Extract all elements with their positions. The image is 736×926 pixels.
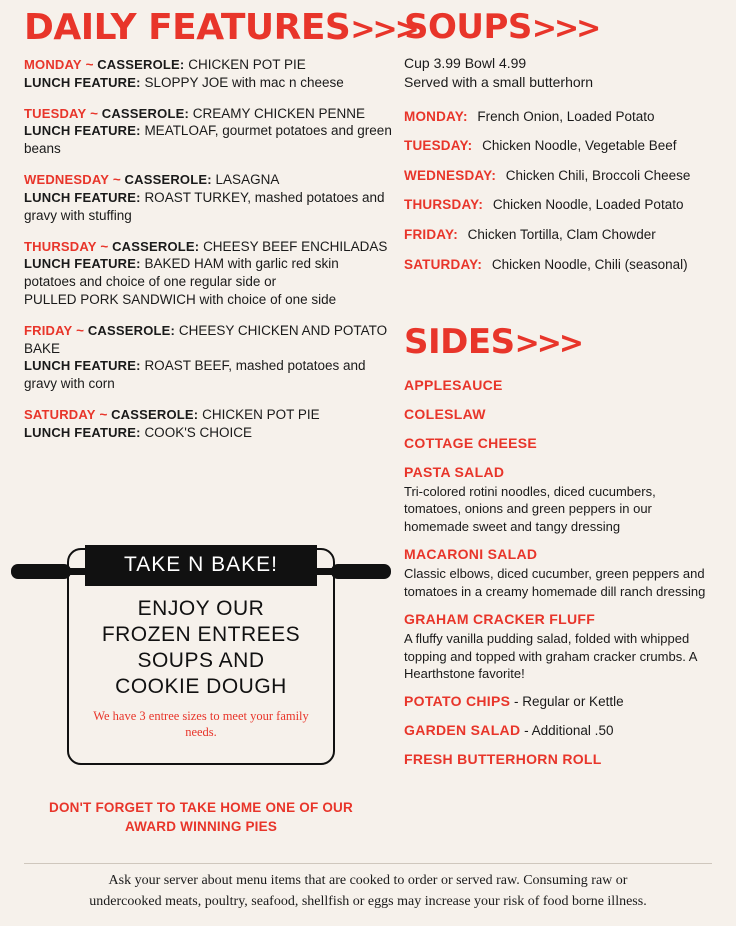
soups-arrows: >>>	[531, 11, 599, 46]
promo-line: SOUPS AND	[137, 649, 265, 673]
line-text: BAKED HAM with garlic red skin potatoes and choice of one regular side or	[24, 256, 339, 290]
tilde-separator: ~	[112, 172, 121, 188]
side-name: GARDEN SALAD	[404, 722, 521, 739]
line-text: CREAMY CHICKEN PENNE	[192, 105, 366, 121]
day-line	[24, 171, 394, 189]
line-kicker: CASSEROLE:	[112, 238, 200, 254]
soups-title: SOUPS	[404, 7, 532, 47]
side-description: Tri-colored rotini noodles, diced cucumbers, tomatoes, onions and green peppers in our homemade sweet and tangy dressing	[404, 484, 656, 534]
line-text: CHICKEN POT PIE	[202, 407, 320, 422]
soup-day-label: WEDNESDAY:	[404, 167, 497, 183]
sides-title: SIDES	[404, 322, 515, 363]
soup-day-label: FRIDAY:	[404, 226, 458, 242]
line-text: CHICKEN POT PIE	[188, 57, 306, 72]
day-label: FRIDAY	[24, 322, 73, 338]
footer-line-1: Ask your server about menu items that are cooked to order or served raw. Consuming raw or	[108, 873, 628, 889]
day-line	[24, 255, 394, 291]
tilde-separator: ~	[76, 322, 85, 338]
day-line	[24, 56, 394, 74]
side-name: GRAHAM CRACKER FLUFF	[404, 611, 596, 628]
sides-arrows: >>>	[514, 326, 581, 362]
soup-row	[404, 167, 714, 185]
tilde-separator: ~	[99, 407, 108, 422]
line-text: CHEESY BEEF ENCHILADAS	[203, 238, 388, 254]
pies-callout: DON'T FORGET TO TAKE HOME ONE OF OUR AWARD WINNING PIES	[49, 799, 353, 834]
side-name: POTATO CHIPS	[404, 693, 511, 710]
allergen-footer	[0, 871, 736, 912]
day-block-tuesday	[24, 105, 394, 158]
side-name: COLESLAW	[404, 406, 486, 423]
day-block-monday	[24, 56, 394, 92]
side-name: MACARONI SALAD	[404, 546, 538, 563]
side-item	[404, 406, 714, 424]
side-item	[404, 722, 714, 740]
line-text: CHEESY CHICKEN AND POTATO BAKE	[24, 322, 388, 356]
daily-features-section	[24, 7, 417, 455]
soup-price-line: Cup 3.99 Bowl 4.99	[404, 55, 527, 71]
line-kicker: LUNCH FEATURE:	[24, 358, 141, 374]
soups-and-sides-column	[404, 7, 714, 780]
line-text: COOK'S CHOICE	[144, 424, 253, 440]
day-line	[24, 406, 394, 424]
soup-served-line: Served with a small butterhorn	[404, 73, 594, 90]
side-name: APPLESAUCE	[404, 377, 503, 394]
soup-pricing	[404, 54, 714, 92]
line-text: PULLED PORK SANDWICH with choice of one side	[24, 291, 337, 307]
take-n-bake-promo	[46, 548, 356, 836]
line-kicker: CASSEROLE:	[97, 57, 185, 72]
daily-features-title: DAILY FEATURES	[24, 7, 351, 48]
soup-row	[404, 108, 714, 126]
line-kicker: LUNCH FEATURE:	[24, 74, 141, 90]
day-block-saturday	[24, 406, 394, 442]
soup-day-label: THURSDAY:	[404, 197, 484, 213]
pan-handle-left-icon	[11, 564, 71, 579]
soup-row	[404, 226, 714, 244]
day-line	[24, 105, 394, 123]
line-kicker: CASSEROLE:	[111, 407, 199, 422]
side-name: FRESH BUTTERHORN ROLL	[404, 751, 602, 768]
day-line	[24, 189, 394, 225]
day-label: MONDAY	[24, 57, 82, 72]
day-block-thursday	[24, 238, 394, 309]
sides-heading	[404, 322, 714, 363]
daily-features-arrows: >>>	[350, 12, 417, 47]
line-text: ROAST TURKEY, mashed potatoes and gravy with stuffing	[24, 189, 385, 223]
day-line	[24, 322, 394, 358]
sides-list	[404, 377, 714, 769]
soups-heading	[404, 7, 714, 47]
line-text: MEATLOAF, gourmet potatoes and green beans	[24, 123, 392, 157]
day-block-friday	[24, 322, 394, 393]
line-kicker: LUNCH FEATURE:	[24, 424, 141, 440]
line-kicker: CASSEROLE:	[124, 172, 212, 188]
take-n-bake-banner: TAKE N BAKE!	[85, 545, 317, 586]
side-item	[404, 693, 714, 711]
soup-items: Chicken Noodle, Loaded Potato	[492, 197, 684, 213]
line-text: SLOPPY JOE with mac n cheese	[144, 74, 344, 90]
side-description: Classic elbows, diced cucumber, green peppers and tomatoes in a creamy homemade dill ranch dressing	[404, 566, 706, 599]
soup-row	[404, 196, 714, 214]
tilde-separator: ~	[100, 238, 109, 254]
side-item	[404, 751, 714, 769]
side-name: PASTA SALAD	[404, 464, 505, 481]
day-label: THURSDAY	[24, 238, 97, 254]
soup-items: French Onion, Loaded Potato	[477, 108, 655, 124]
promo-line: FROZEN ENTREES	[101, 623, 301, 647]
soup-row	[404, 256, 714, 274]
day-label: WEDNESDAY	[24, 172, 110, 188]
soup-day-label: SATURDAY:	[404, 256, 483, 272]
promo-line: COOKIE DOUGH	[115, 675, 287, 699]
line-kicker: LUNCH FEATURE:	[24, 256, 141, 272]
day-label: SATURDAY	[24, 407, 96, 422]
baking-pan-graphic	[67, 548, 335, 765]
soup-items: Chicken Noodle, Vegetable Beef	[482, 138, 677, 154]
promo-line: ENJOY OUR	[137, 597, 265, 620]
side-suffix: - Additional .50	[520, 723, 614, 739]
line-text: ROAST BEEF, mashed potatoes and gravy with corn	[24, 358, 366, 392]
soup-items: Chicken Tortilla, Clam Chowder	[467, 226, 656, 242]
day-line	[24, 74, 394, 92]
line-text: LASAGNA	[215, 172, 280, 188]
soup-row	[404, 137, 714, 155]
day-line	[24, 122, 394, 158]
soup-items: Chicken Chili, Broccoli Cheese	[505, 167, 691, 183]
soup-day-label: TUESDAY:	[404, 138, 473, 154]
tilde-separator: ~	[90, 105, 98, 121]
side-item	[404, 611, 714, 682]
soup-day-label: MONDAY:	[404, 108, 468, 124]
day-line	[24, 291, 394, 309]
side-item	[404, 546, 714, 600]
daily-features-heading	[24, 7, 417, 48]
day-line	[24, 238, 394, 256]
promo-note: We have 3 entree sizes to meet your family needs.	[93, 709, 309, 740]
side-item	[404, 377, 714, 395]
side-description: A fluffy vanilla pudding salad, folded with whipped topping and topped with graham cracker crumbs. A Hearthstone favorite!	[404, 631, 697, 681]
footer-line-2: undercooked meats, poultry, seafood, shellfish or eggs may increase your risk of food borne illness.	[89, 893, 647, 909]
pan-handle-right-icon	[331, 564, 391, 579]
line-kicker: LUNCH FEATURE:	[24, 189, 141, 205]
soup-items: Chicken Noodle, Chili (seasonal)	[491, 256, 688, 272]
day-line	[24, 357, 394, 393]
side-name: COTTAGE CHEESE	[404, 435, 538, 452]
tilde-separator: ~	[85, 57, 94, 72]
side-item	[404, 435, 714, 453]
day-block-wednesday	[24, 171, 394, 224]
line-kicker: LUNCH FEATURE:	[24, 123, 141, 139]
side-suffix: - Regular or Kettle	[510, 694, 624, 710]
day-line	[24, 424, 394, 442]
line-kicker: CASSEROLE:	[101, 105, 189, 121]
footer-divider	[24, 863, 712, 864]
line-kicker: CASSEROLE:	[87, 322, 176, 338]
side-item	[404, 464, 714, 535]
day-label: TUESDAY	[24, 105, 87, 121]
